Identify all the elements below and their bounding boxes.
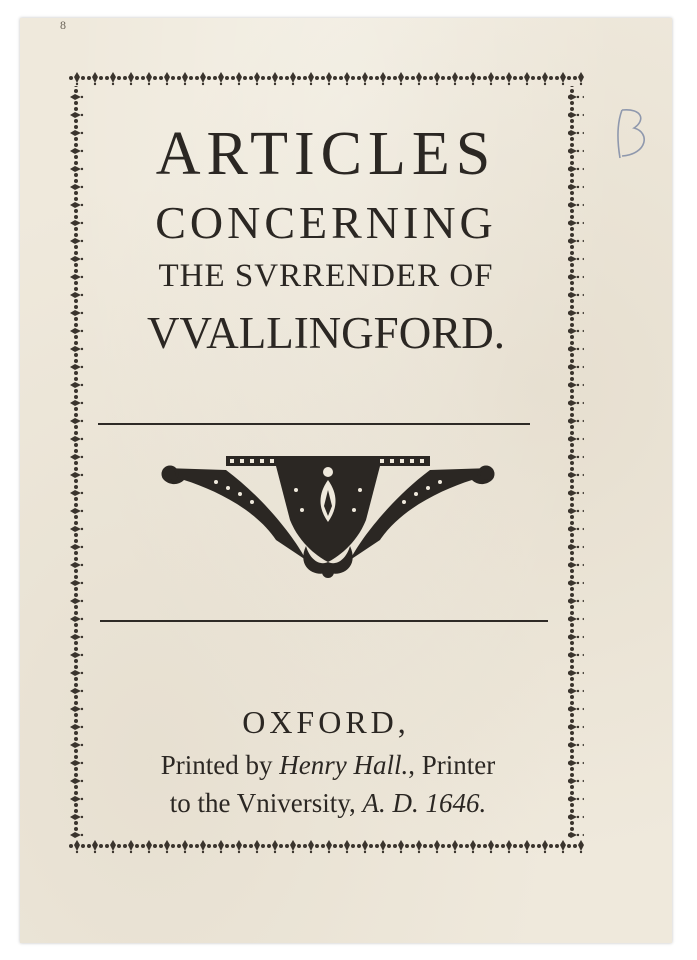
imprint-city: OXFORD,: [242, 704, 410, 740]
title-line-articles: ARTICLES: [155, 120, 497, 188]
imprint-printer-title: , Printer: [408, 750, 496, 780]
imprint-printed-by: Printed by: [160, 750, 280, 780]
imprint-university: to the Vniversity,: [169, 788, 363, 818]
title-line-concerning: CONCERNING: [155, 197, 497, 248]
title-page: [20, 18, 672, 943]
imprint-printer-name: Henry Hall.: [279, 750, 409, 780]
foliate-headpiece-ornament-icon: [156, 450, 500, 580]
imprint-printer-line: [90, 750, 566, 781]
imprint-year: A. D. 1646.: [362, 788, 487, 818]
top-rule: [98, 423, 530, 425]
title-line-wallingford: VVALLINGFORD.: [147, 308, 505, 358]
pencil-annotation-icon: [612, 106, 652, 164]
title-line-surrender: THE SVRRENDER OF: [158, 258, 494, 294]
imprint-university-line: [90, 788, 566, 819]
bottom-rule: [100, 620, 548, 622]
corner-pencil-mark: 8: [60, 18, 66, 32]
